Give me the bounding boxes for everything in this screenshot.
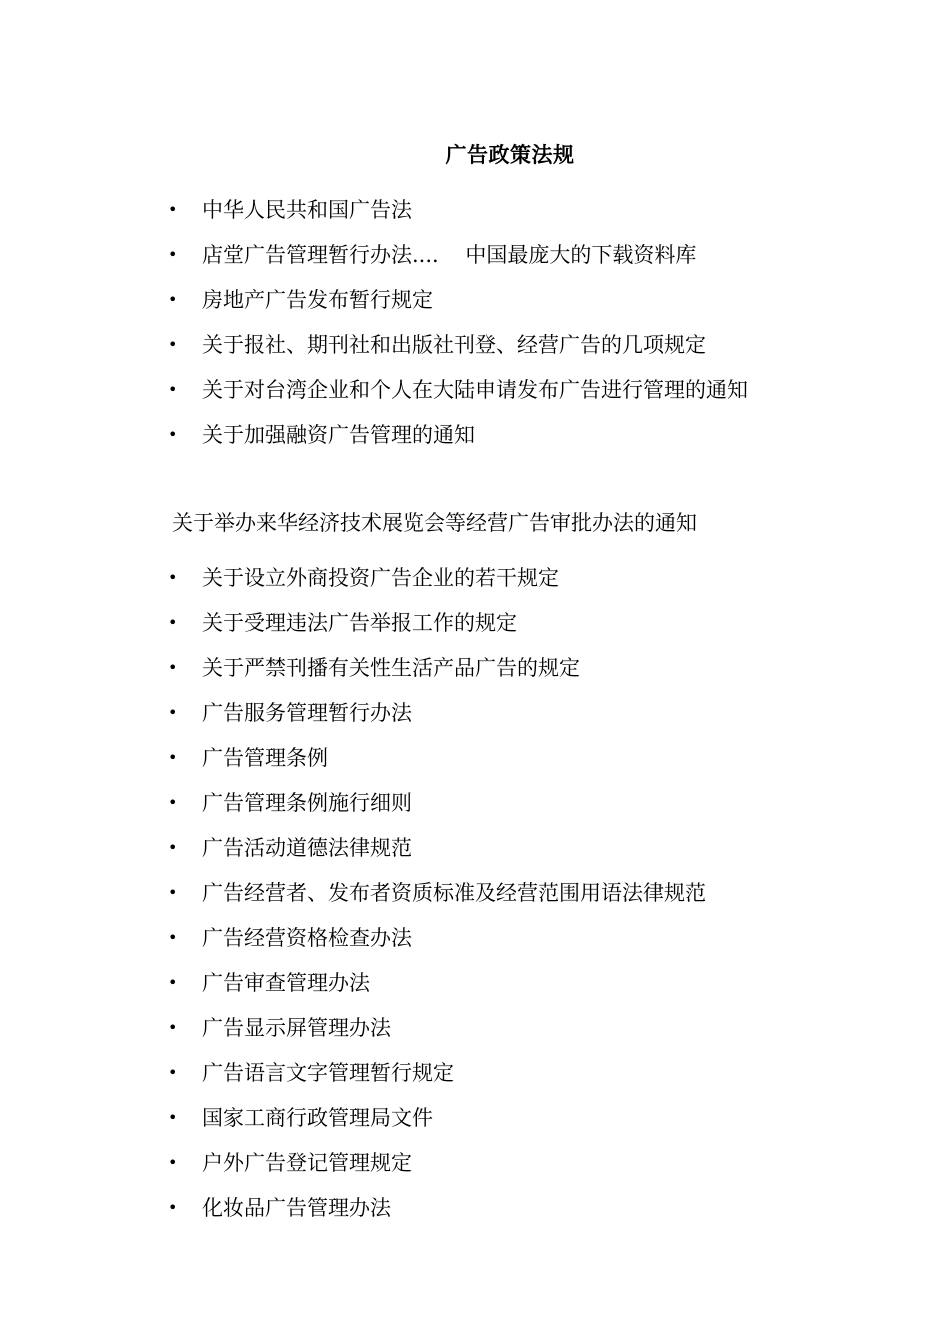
list-item-text: 中华人民共和国广告法 <box>202 197 412 222</box>
bullet-icon: • <box>168 1152 178 1172</box>
list-item-text: 广告经营者、发布者资质标准及经营范围用语法律规范 <box>202 880 706 905</box>
bullet-icon: • <box>168 882 178 902</box>
list-item <box>168 1005 706 1050</box>
bullet-icon: • <box>168 657 178 677</box>
list-item-text: 广告管理条例 <box>202 745 328 770</box>
list-item <box>168 1185 706 1230</box>
bullet-icon: • <box>168 244 178 264</box>
bullet-icon: • <box>168 1107 178 1127</box>
bullet-icon: • <box>168 199 178 219</box>
document-title: 广告政策法规 <box>445 142 575 167</box>
list-item <box>168 960 706 1005</box>
list-item <box>168 735 706 780</box>
list-item <box>168 870 706 915</box>
bullet-icon: • <box>168 927 178 947</box>
list-item <box>168 555 706 600</box>
bullet-icon: • <box>168 334 178 354</box>
list-item <box>168 1050 706 1095</box>
bullet-icon: • <box>168 972 178 992</box>
list-item-text: 关于对台湾企业和个人在大陆申请发布广告进行管理的通知 <box>202 377 748 402</box>
bullet-icon: • <box>168 792 178 812</box>
list-item <box>168 187 748 232</box>
list-item-text: 广告语言文字管理暂行规定 <box>202 1060 454 1085</box>
list-item-text: 国家工商行政管理局文件 <box>202 1105 433 1130</box>
bullet-icon: • <box>168 1017 178 1037</box>
list-item <box>168 277 748 322</box>
list-item-text: 关于严禁刊播有关性生活产品广告的规定 <box>202 655 580 680</box>
list-item-text: 广告活动道德法律规范 <box>202 835 412 860</box>
list-item <box>168 600 706 645</box>
standalone-paragraph: 关于举办来华经济技术展览会等经营广告审批办法的通知 <box>172 511 697 535</box>
list-item-text: 户外广告登记管理规定 <box>202 1150 412 1175</box>
bullet-icon: • <box>168 702 178 722</box>
list-item-text: 关于受理违法广告举报工作的规定 <box>202 610 517 635</box>
bullet-icon: • <box>168 747 178 767</box>
list-item <box>168 690 706 735</box>
list-item <box>168 915 706 960</box>
list-item-text: 广告审查管理办法 <box>202 970 370 995</box>
list-item-text: 广告经营资格检查办法 <box>202 925 412 950</box>
list-item-text: 化妆品广告管理办法 <box>202 1195 391 1220</box>
bullet-icon: • <box>168 1197 178 1217</box>
list-item <box>168 780 706 825</box>
regulation-list-2 <box>168 555 706 1230</box>
bullet-icon: • <box>168 289 178 309</box>
list-item-text: 房地产广告发布暂行规定 <box>202 287 433 312</box>
list-item <box>168 322 748 367</box>
list-item-text: 关于设立外商投资广告企业的若干规定 <box>202 565 559 590</box>
list-item-text: 关于加强融资广告管理的通知 <box>202 422 475 447</box>
bullet-icon: • <box>168 379 178 399</box>
bullet-icon: • <box>168 424 178 444</box>
list-item-text: 广告服务管理暂行办法 <box>202 700 412 725</box>
list-item <box>168 1140 706 1185</box>
bullet-icon: • <box>168 837 178 857</box>
list-item <box>168 1095 706 1140</box>
list-item-text: 关于报社、期刊社和出版社刊登、经营广告的几项规定 <box>202 332 706 357</box>
list-item-text: 广告显示屏管理办法 <box>202 1015 391 1040</box>
bullet-icon: • <box>168 612 178 632</box>
regulation-list-1 <box>168 187 748 457</box>
list-item <box>168 825 706 870</box>
list-item-text: 店堂广告管理暂行办法.... 中国最庞大的下载资料库 <box>202 242 697 267</box>
list-item-text: 广告管理条例施行细则 <box>202 790 412 815</box>
bullet-icon: • <box>168 567 178 587</box>
list-item <box>168 645 706 690</box>
bullet-icon: • <box>168 1062 178 1082</box>
list-item <box>168 412 748 457</box>
list-item <box>168 232 748 277</box>
list-item <box>168 367 748 412</box>
